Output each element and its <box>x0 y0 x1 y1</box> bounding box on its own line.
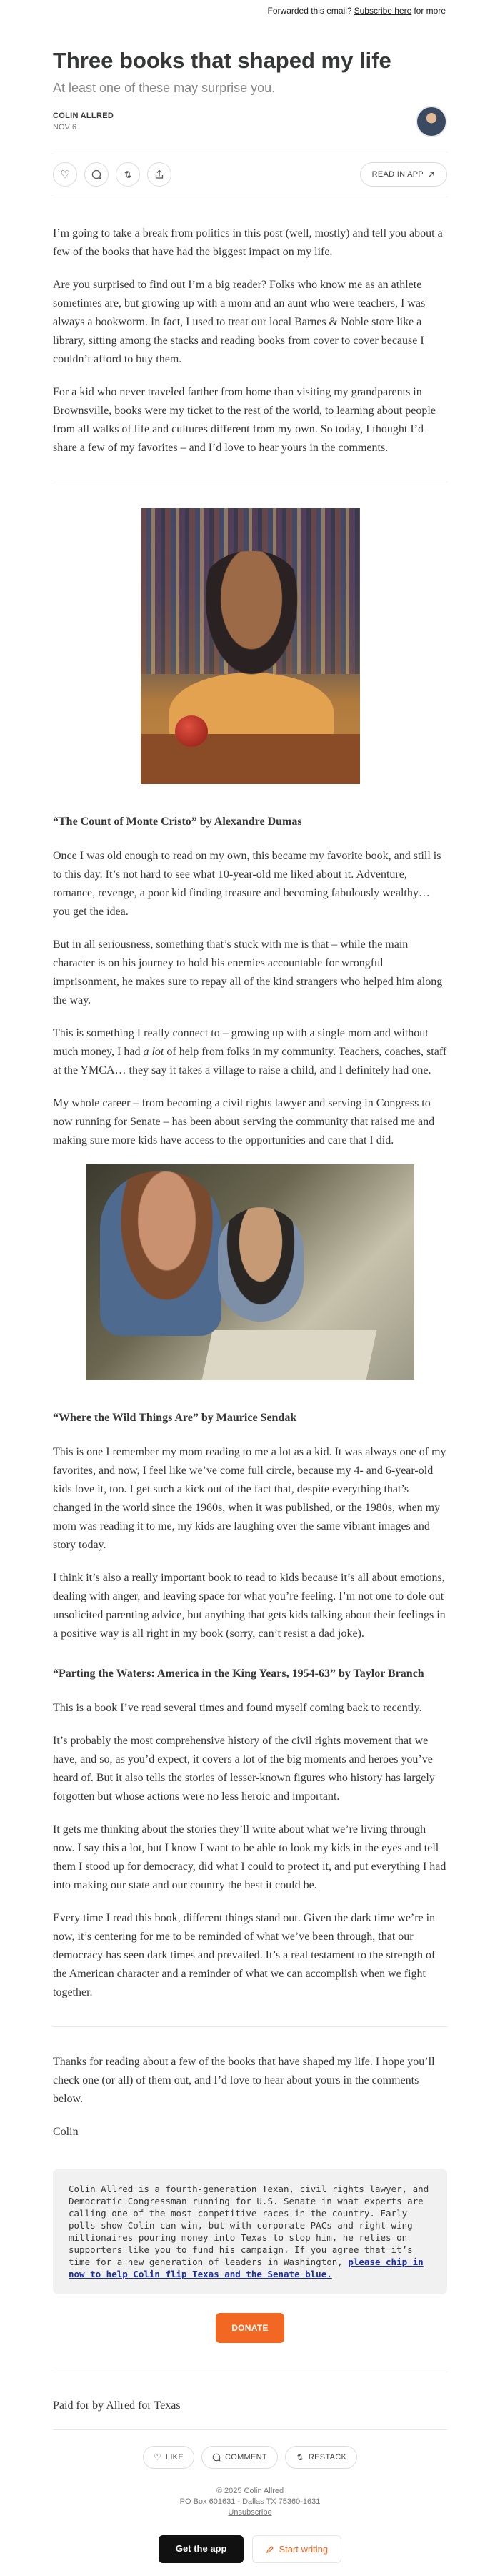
author-name[interactable]: COLIN ALLRED <box>53 112 114 121</box>
get-the-app-button[interactable]: Get the app <box>159 2535 244 2563</box>
post-actions <box>53 152 447 197</box>
book-paragraph: I think it’s also a really important book to read to kids because it’s all about emotions, dealing with anger, and leaving space for what you’re feeling. I’m not one to dole out unsolicited parenting advice, but anything that gets kids talking about their feelings in a positive way is all right in my book (sorry, can’t resist a dad joke). <box>53 1572 446 1640</box>
comment-button[interactable] <box>84 162 109 187</box>
campaign-promo-box <box>53 2169 447 2294</box>
chip-in-link[interactable]: please chip in now to help Colin flip Texas and the Senate blue. <box>69 2257 424 2280</box>
post-date: NOV 6 <box>53 123 77 132</box>
author-avatar[interactable] <box>416 106 447 137</box>
read-in-app-button[interactable] <box>360 162 447 187</box>
intro-paragraph: I’m going to take a break from politics in this post (well, mostly) and tell you about a few of the books that have had the biggest impact on my life. <box>53 227 443 259</box>
book-paragraph: It’s probably the most comprehensive history of the civil rights movement that we have, and so, as you’d expect, it covers a lot of the big moments and heroes you’ve heard of. But it also tells the stories of lesser-known figures who history has largely forgotten but whose actions were no less heroic and important. <box>53 1735 435 1803</box>
post-title[interactable]: Three books that shaped my life <box>53 48 391 73</box>
divider <box>53 2429 447 2430</box>
book-paragraph: This is a book I’ve read several times and found myself coming back to recently. <box>53 1702 422 1715</box>
signoff: Colin <box>53 2126 79 2139</box>
paid-for-disclaimer: Paid for by Allred for Texas <box>53 2399 181 2412</box>
heart-icon: ♡ <box>153 2452 161 2463</box>
divider <box>53 2026 447 2027</box>
book-heading-parting-the-waters: “Parting the Waters: America in the King Years, 1954-63” by Taylor Branch <box>53 1668 424 1680</box>
arrow-up-right-icon <box>428 171 435 178</box>
byline <box>53 106 447 137</box>
mailing-address: PO Box 601631 - Dallas TX 75360-1631 <box>179 2497 321 2507</box>
promo-text: Colin Allred is a fourth-generation Texan, civil rights lawyer, and Democratic Congressman running for U.S. Senate in what experts are calling one of the most competitive races in the country. Early polls show Colin can win, but with corporate PACs and right-wing millionaires pouring money into Texas to stop him, he relies on supporters like you to fund his campaign. If you agree that it’s time for a new generation of leaders in Washington, <box>69 2184 429 2268</box>
book-paragraph: My whole career – from becoming a civil rights lawyer and serving in Congress to now running for Senate – has been about serving the community that raised me and making sure more kids have access to the opportunities and care that I did. <box>53 1097 435 1147</box>
intro-paragraph: Are you surprised to find out I’m a big reader? Folks who know me as an athlete sometimes are, but growing up with a mom and an aunt who were teachers, I was always a bookworm. In fact, I used to treat our local Barnes & Noble store like a library, sitting among the stacks and reading books from cover to cover because I couldn’t afford to buy them. <box>53 279 426 366</box>
start-writing-button[interactable]: Start writing <box>252 2535 341 2563</box>
subscribe-link[interactable]: Subscribe here <box>354 6 412 16</box>
book-paragraph: This is something I really connect to – growing up with a single mom and without much money, I had a lot of help from folks in my community. Teachers, coaches, staff at the YMCA… they say it takes a village to raise a child, and I definitely had one. <box>53 1027 447 1077</box>
book-paragraph: This is one I remember my mom reading to me a lot as a kid. It was always one of my favorites, and now, I feel like we’ve come full circle, because my 4- and 6-year-old kids love it, too. I get such a kick out of the fact that, despite everything that’s changed in the world since the 1960s, when it was published, or the 1980s, when my mom was reading it to me, my kids are laughing over the same vibrant images and story today. <box>53 1446 446 1552</box>
closing-paragraph: Thanks for reading about a few of the books that have shaped my life. I hope you’ll check one (or all) of them out, and I’d love to hear about yours in the comments below. <box>53 2056 435 2106</box>
copyright: © 2025 Colin Allred <box>216 2487 284 2496</box>
pen-icon <box>266 2545 274 2554</box>
footer-comment-button[interactable]: COMMENT <box>201 2446 278 2469</box>
heart-icon: ♡ <box>60 168 70 182</box>
restack-icon <box>296 2453 304 2462</box>
read-in-app-label: READ IN APP <box>371 170 424 179</box>
restack-button[interactable] <box>116 162 140 187</box>
share-button[interactable] <box>147 162 171 187</box>
unsubscribe-link[interactable]: Unsubscribe <box>228 2508 272 2517</box>
share-icon <box>154 169 164 179</box>
footer-app-buttons <box>53 2535 447 2576</box>
forward-prefix: Forwarded this email? <box>267 6 352 16</box>
like-button[interactable] <box>53 162 77 187</box>
post-body <box>53 224 447 2430</box>
comment-icon <box>91 169 101 179</box>
family-reading-photo[interactable] <box>86 1164 414 1380</box>
restack-icon <box>123 169 133 179</box>
book-heading-wild-things: “Where the Wild Things Are” by Maurice Sendak <box>53 1412 297 1425</box>
footer-address <box>53 2486 447 2518</box>
comment-icon <box>212 2453 221 2462</box>
donate-button[interactable]: DONATE <box>216 2313 284 2343</box>
book-paragraph: Once I was old enough to read on my own, this became my favorite book, and still is to this day. It’s not hard to see what 10-year-old me liked about it. Adventure, romance, revenge, a poor kid finding treasure and becoming fabulously wealthy… you get the idea. <box>53 850 441 918</box>
footer-actions <box>53 2446 447 2469</box>
book-paragraph: It gets me thinking about the stories they’ll write about what we’re living through now. I say this a lot, but I know I want to be able to look my kids in the eyes and tell them I stood up for democracy, did what I could to protect it, and put everything I had into making our state and our country the best it could be. <box>53 1823 446 1892</box>
forward-suffix: for more <box>414 6 446 16</box>
forward-bar <box>53 0 447 21</box>
book-paragraph: But in all seriousness, something that’s stuck with me is that – while the main character is on his journey to hold his enemies accountable for wrongful imprisonment, he makes sure to repay all of the kind strangers who helped him along the way. <box>53 938 443 1007</box>
post-subtitle: At least one of these may surprise you. <box>53 81 276 96</box>
book-paragraph: Every time I read this book, different things stand out. Given the dark time we’re in now, it’s centering for me to be reminded of what we’ve been through, that our democracy has seen dark times and prevailed. It’s a real testament to the strength of the American character and a reminder of what we can accomplish when we fight together. <box>53 1912 436 1999</box>
intro-paragraph: For a kid who never traveled farther from home than visiting my grandparents in Brownsville, books were my ticket to the rest of the world, to learning about people from all walks of life and cultures different from my own. So today, I thought I’d share a few of my favorites – and I’d love to hear yours in the comments. <box>53 386 436 455</box>
childhood-photo[interactable] <box>141 508 360 784</box>
footer-restack-button[interactable]: RESTACK <box>285 2446 357 2469</box>
book-heading-monte-cristo: “The Count of Monte Cristo” by Alexandre Dumas <box>53 816 302 828</box>
footer-like-button[interactable]: ♡ LIKE <box>143 2446 194 2469</box>
